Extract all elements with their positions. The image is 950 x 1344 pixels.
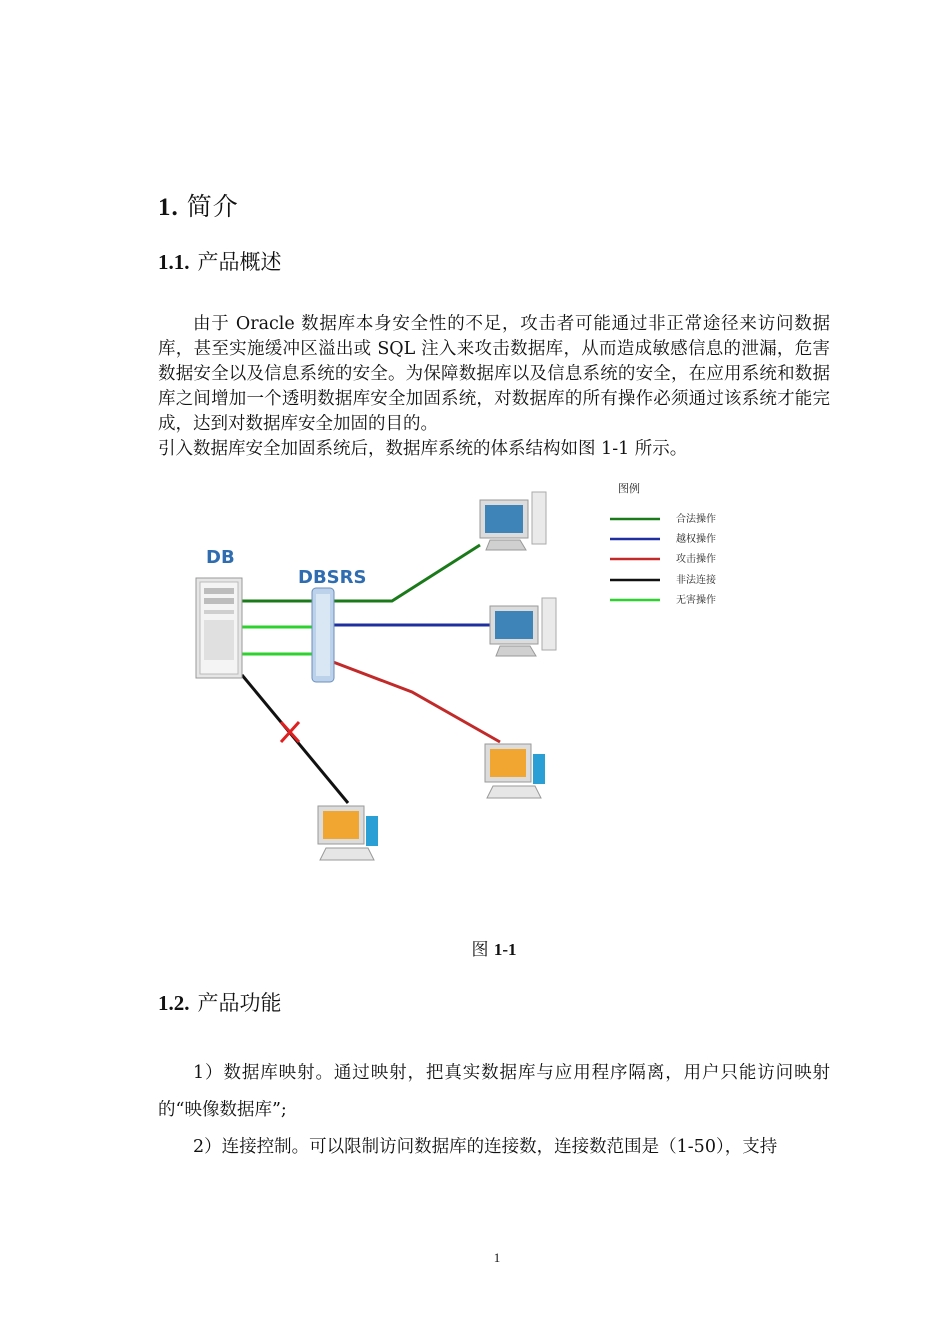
section-title: 产品概述 [197,250,282,274]
function-item-2: 2）连接控制。可以限制访问数据库的连接数，连接数范围是（1-50），支持 [193,1137,778,1157]
overview-paragraph: 由于 Oracle 数据库本身安全性的不足，攻击者可能通过非正常途径来访问数据库，甚至实施缓冲区溢出或 SQL 注入来攻击数据库，从而造成敏感信息的泄漏，危害数据安全以及信息系统的安全。为保障数据库以及信息系统的安全，在应用系统和数据库之间增加一个透明数据库安全加固系统，对数据库的所有操作必须通过该系统才能完成，达到对数据库安全加固的目的。 [158,314,830,434]
blocked-x-icon [281,722,299,742]
legend [610,481,716,606]
figure-caption [0,935,950,960]
caption-number: 1-1 [493,940,517,959]
chapter-heading [158,187,239,223]
computer-icon [490,598,556,656]
caption-prefix: 图 [471,940,489,960]
computer-icon [318,806,378,860]
legend-label-illegal: 非法连接 [676,575,716,586]
section-number: 1.1. [158,250,190,274]
overview-paragraph-2: 引入数据库安全加固系统后，数据库系统的体系结构如图 1-1 所示。 [158,439,688,459]
dbsrs-appliance-icon [312,588,334,682]
chapter-title: 简介 [186,192,239,221]
attack-operation-line [320,657,500,742]
function-item-1: 1）数据库映射。通过映射，把真实数据库与应用程序隔离，用户只能访问映射的“映像数据库”; [158,1063,830,1120]
legend-label-unauthorized: 越权操作 [676,534,716,545]
computer-icon [480,492,546,550]
section-heading-1-1 [158,246,282,276]
chapter-number: 1. [158,194,179,221]
legend-label-attack: 攻击操作 [676,554,716,565]
section-number: 1.2. [158,991,190,1015]
db-server-icon [196,578,242,678]
architecture-diagram [180,470,760,890]
legend-title: 图例 [618,482,640,495]
section-heading-1-2 [158,987,282,1017]
section-title: 产品功能 [197,991,282,1015]
legend-label-legal: 合法操作 [676,514,716,525]
db-label: DB [206,547,235,568]
computer-icon [485,744,545,798]
legend-label-harmless: 无害操作 [676,595,716,606]
page-number: 1 [493,1250,501,1265]
dbsrs-label: DBSRS [298,567,367,588]
